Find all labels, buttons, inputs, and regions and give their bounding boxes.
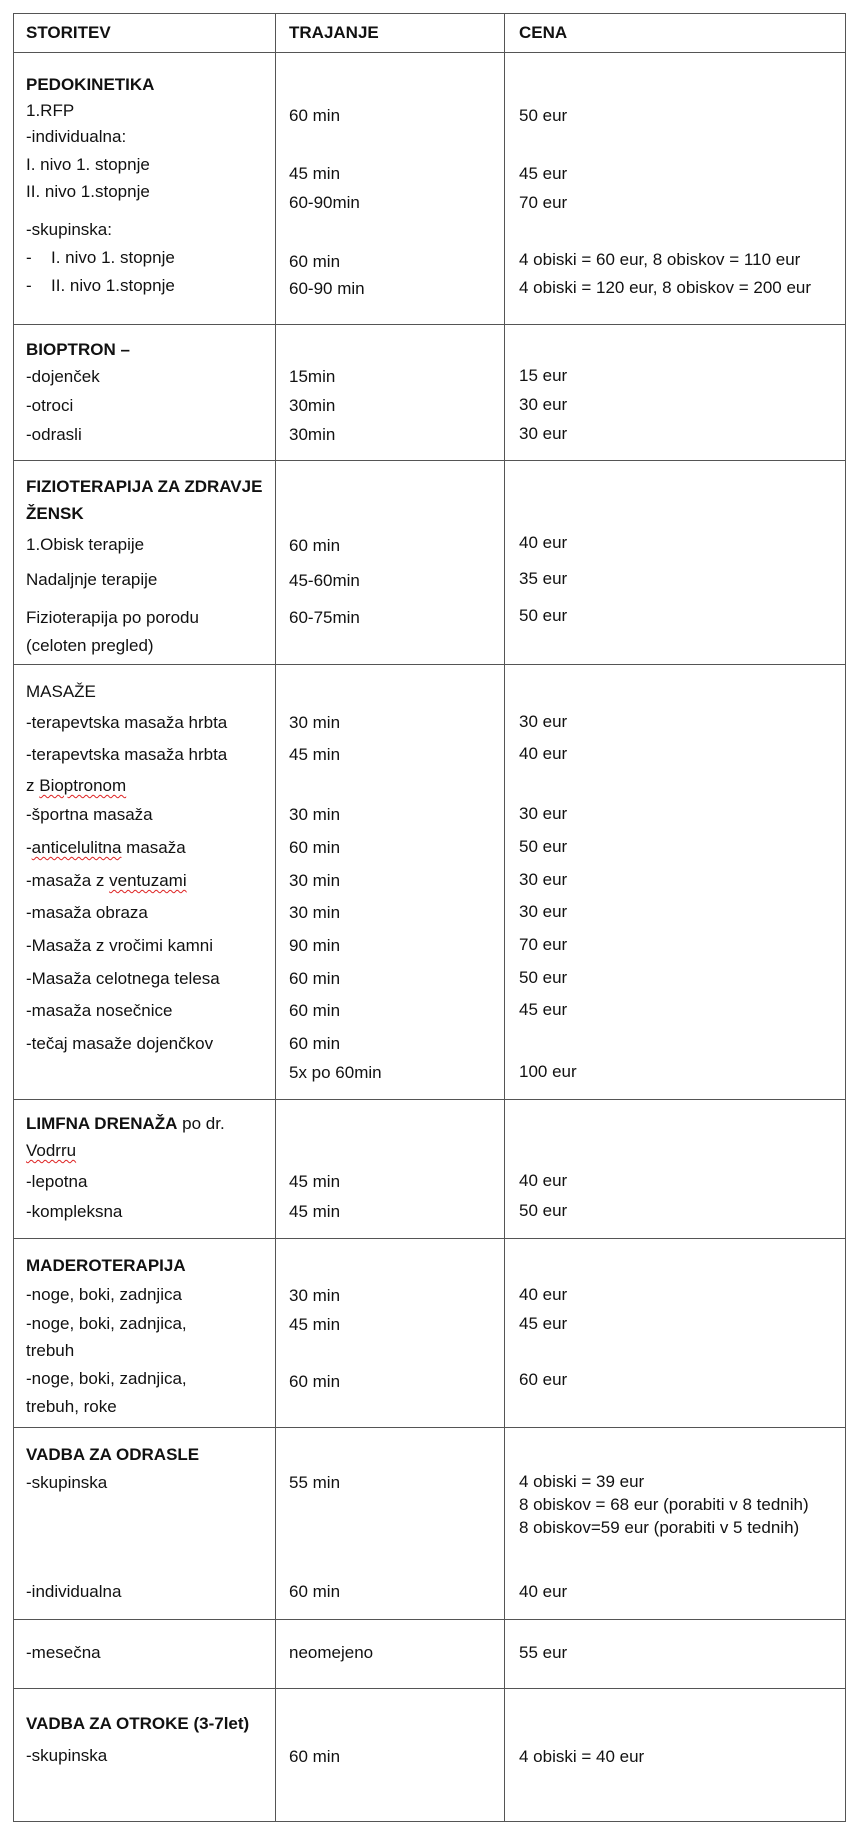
pedokinetika-dash-2: - xyxy=(26,276,32,295)
madero-duration: 30 min xyxy=(289,1286,341,1305)
vadba-odrasle-price: 40 eur xyxy=(519,1582,568,1601)
masaze-duration: 30 min xyxy=(289,713,341,732)
pedokinetika-title: PEDOKINETIKA xyxy=(26,75,155,94)
limfna-item: -lepotna xyxy=(26,1172,88,1191)
masaze-item: -masaža z ventuzami xyxy=(26,871,187,890)
masaze-price: 30 eur xyxy=(519,902,568,921)
fizio-price: 35 eur xyxy=(519,569,568,588)
madero-item: -noge, boki, zadnjica, xyxy=(26,1314,187,1333)
masaze-item: -masaža nosečnice xyxy=(26,1001,173,1020)
pedokinetika-duration: 60 min xyxy=(289,106,341,125)
masaze-duration: 5x po 60min xyxy=(289,1063,382,1082)
masaze-item: z Bioptronom xyxy=(26,776,127,795)
pedokinetika-dash-1: - xyxy=(26,248,32,267)
masaze-duration: 30 min xyxy=(289,871,341,890)
mesecna-item: -mesečna xyxy=(26,1643,101,1662)
bioptron-item: -otroci xyxy=(26,396,74,415)
pedokinetika-price: 70 eur xyxy=(519,193,568,212)
madero-item: trebuh, roke xyxy=(26,1397,117,1416)
bioptron-title: BIOPTRON – xyxy=(26,340,130,359)
header-storitev: STORITEV xyxy=(26,23,111,42)
pedokinetika-sk-ii-nivo: II. nivo 1.stopnje xyxy=(51,276,175,295)
vadba-otroke-duration: 60 min xyxy=(289,1747,341,1766)
vadba-otroke-title: VADBA ZA OTROKE (3-7let) xyxy=(26,1714,250,1733)
fizio-duration: 60 min xyxy=(289,536,341,555)
pedokinetika-rfp: 1.RFP xyxy=(26,101,75,120)
vadba-odrasle-duration: 55 min xyxy=(289,1473,341,1492)
fizio-price: 40 eur xyxy=(519,533,568,552)
masaze-item: -športna masaža xyxy=(26,805,153,824)
vadba-odrasle-title: VADBA ZA ODRASLE xyxy=(26,1445,200,1464)
madero-price: 45 eur xyxy=(519,1314,568,1333)
header-trajanje: TRAJANJE xyxy=(289,23,379,42)
masaze-price: 30 eur xyxy=(519,712,568,731)
masaze-duration: 30 min xyxy=(289,903,341,922)
masaze-duration: 60 min xyxy=(289,1001,341,1020)
bioptron-item: -odrasli xyxy=(26,425,82,444)
bioptron-price: 30 eur xyxy=(519,424,568,443)
vadba-odrasle-price: 4 obiski = 39 eur xyxy=(519,1472,645,1491)
masaze-price: 45 eur xyxy=(519,1000,568,1019)
masaze-item: -masaža obraza xyxy=(26,903,148,922)
masaze-item: -anticelulitna masaža xyxy=(26,838,186,857)
madero-duration: 60 min xyxy=(289,1372,341,1391)
pedokinetika-i-nivo: I. nivo 1. stopnje xyxy=(26,155,150,174)
masaze-item: -tečaj masaže dojenčkov xyxy=(26,1034,214,1053)
pedokinetika-ii-nivo: II. nivo 1.stopnje xyxy=(26,182,150,201)
bioptron-price: 30 eur xyxy=(519,395,568,414)
masaze-item: -Masaža celotnega telesa xyxy=(26,969,220,988)
vadba-odrasle-item: -individualna xyxy=(26,1582,122,1601)
madero-price: 60 eur xyxy=(519,1370,568,1389)
limfna-price: 50 eur xyxy=(519,1201,568,1220)
masaze-price: 100 eur xyxy=(519,1062,577,1081)
bioptron-item: -dojenček xyxy=(26,367,100,386)
vadba-odrasle-price: 8 obiskov=59 eur (porabiti v 5 tednih) xyxy=(519,1518,800,1537)
masaze-price: 70 eur xyxy=(519,935,568,954)
fizio-item: (celoten pregled) xyxy=(26,636,154,655)
mesecna-price: 55 eur xyxy=(519,1643,568,1662)
fizio-duration: 45-60min xyxy=(289,571,360,590)
masaze-item: -Masaža z vročimi kamni xyxy=(26,936,214,955)
pedokinetika-price: 45 eur xyxy=(519,164,568,183)
bioptron-price: 15 eur xyxy=(519,366,568,385)
fizio-title: ŽENSK xyxy=(26,504,84,523)
pedokinetika-skupinska: -skupinska: xyxy=(26,220,112,239)
pedokinetika-price: 50 eur xyxy=(519,106,568,125)
masaze-price: 50 eur xyxy=(519,837,568,856)
masaze-duration: 45 min xyxy=(289,745,341,764)
vadba-odrasle-price: 8 obiskov = 68 eur (porabiti v 8 tednih) xyxy=(519,1495,809,1514)
mesecna-duration: neomejeno xyxy=(289,1643,374,1662)
fizio-duration: 60-75min xyxy=(289,608,360,627)
madero-title: MADEROTERAPIJA xyxy=(26,1256,186,1275)
fizio-item: Fizioterapija po porodu xyxy=(26,608,199,627)
madero-price: 40 eur xyxy=(519,1285,568,1304)
pedokinetika-duration: 60-90min xyxy=(289,193,360,212)
vadba-otroke-price: 4 obiski = 40 eur xyxy=(519,1747,645,1766)
fizio-item: 1.Obisk terapije xyxy=(26,535,145,554)
masaze-title: MASAŽE xyxy=(26,682,96,701)
bioptron-duration: 30min xyxy=(289,425,336,444)
fizio-price: 50 eur xyxy=(519,606,568,625)
vadba-otroke-item: -skupinska xyxy=(26,1746,108,1765)
masaze-duration: 30 min xyxy=(289,805,341,824)
vadba-odrasle-item: -skupinska xyxy=(26,1473,108,1492)
madero-item: -noge, boki, zadnjica xyxy=(26,1285,182,1304)
limfna-duration: 45 min xyxy=(289,1172,341,1191)
limfna-title: Vodrru xyxy=(26,1141,77,1160)
pedokinetika-individualna: -individualna: xyxy=(26,127,127,146)
fizio-item: Nadaljnje terapije xyxy=(26,570,158,589)
pedokinetika-sk-i-nivo: I. nivo 1. stopnje xyxy=(51,248,175,267)
pedokinetika-duration: 60 min xyxy=(289,252,341,271)
masaze-duration: 60 min xyxy=(289,1034,341,1053)
bioptron-duration: 15min xyxy=(289,367,336,386)
pedokinetika-price: 4 obiski = 60 eur, 8 obiskov = 110 eur xyxy=(519,250,801,269)
limfna-price: 40 eur xyxy=(519,1171,568,1190)
masaze-price: 30 eur xyxy=(519,804,568,823)
masaze-duration: 90 min xyxy=(289,936,341,955)
pedokinetika-duration: 60-90 min xyxy=(289,279,365,298)
masaze-duration: 60 min xyxy=(289,838,341,857)
madero-item: trebuh xyxy=(26,1341,75,1360)
masaze-price: 40 eur xyxy=(519,744,568,763)
masaze-item: -terapevtska masaža hrbta xyxy=(26,713,228,732)
masaze-price: 50 eur xyxy=(519,968,568,987)
fizio-title: FIZIOTERAPIJA ZA ZDRAVJE xyxy=(26,477,263,496)
bioptron-duration: 30min xyxy=(289,396,336,415)
masaze-item: -terapevtska masaža hrbta xyxy=(26,745,228,764)
masaze-price: 30 eur xyxy=(519,870,568,889)
madero-duration: 45 min xyxy=(289,1315,341,1334)
header-cena: CENA xyxy=(519,23,568,42)
masaze-duration: 60 min xyxy=(289,969,341,988)
limfna-duration: 45 min xyxy=(289,1202,341,1221)
vadba-odrasle-duration: 60 min xyxy=(289,1582,341,1601)
madero-item: -noge, boki, zadnjica, xyxy=(26,1369,187,1388)
pedokinetika-price: 4 obiski = 120 eur, 8 obiskov = 200 eur xyxy=(519,278,812,297)
limfna-item: -kompleksna xyxy=(26,1202,123,1221)
limfna-title: LIMFNA DRENAŽA po dr. xyxy=(26,1114,225,1133)
pedokinetika-duration: 45 min xyxy=(289,164,341,183)
